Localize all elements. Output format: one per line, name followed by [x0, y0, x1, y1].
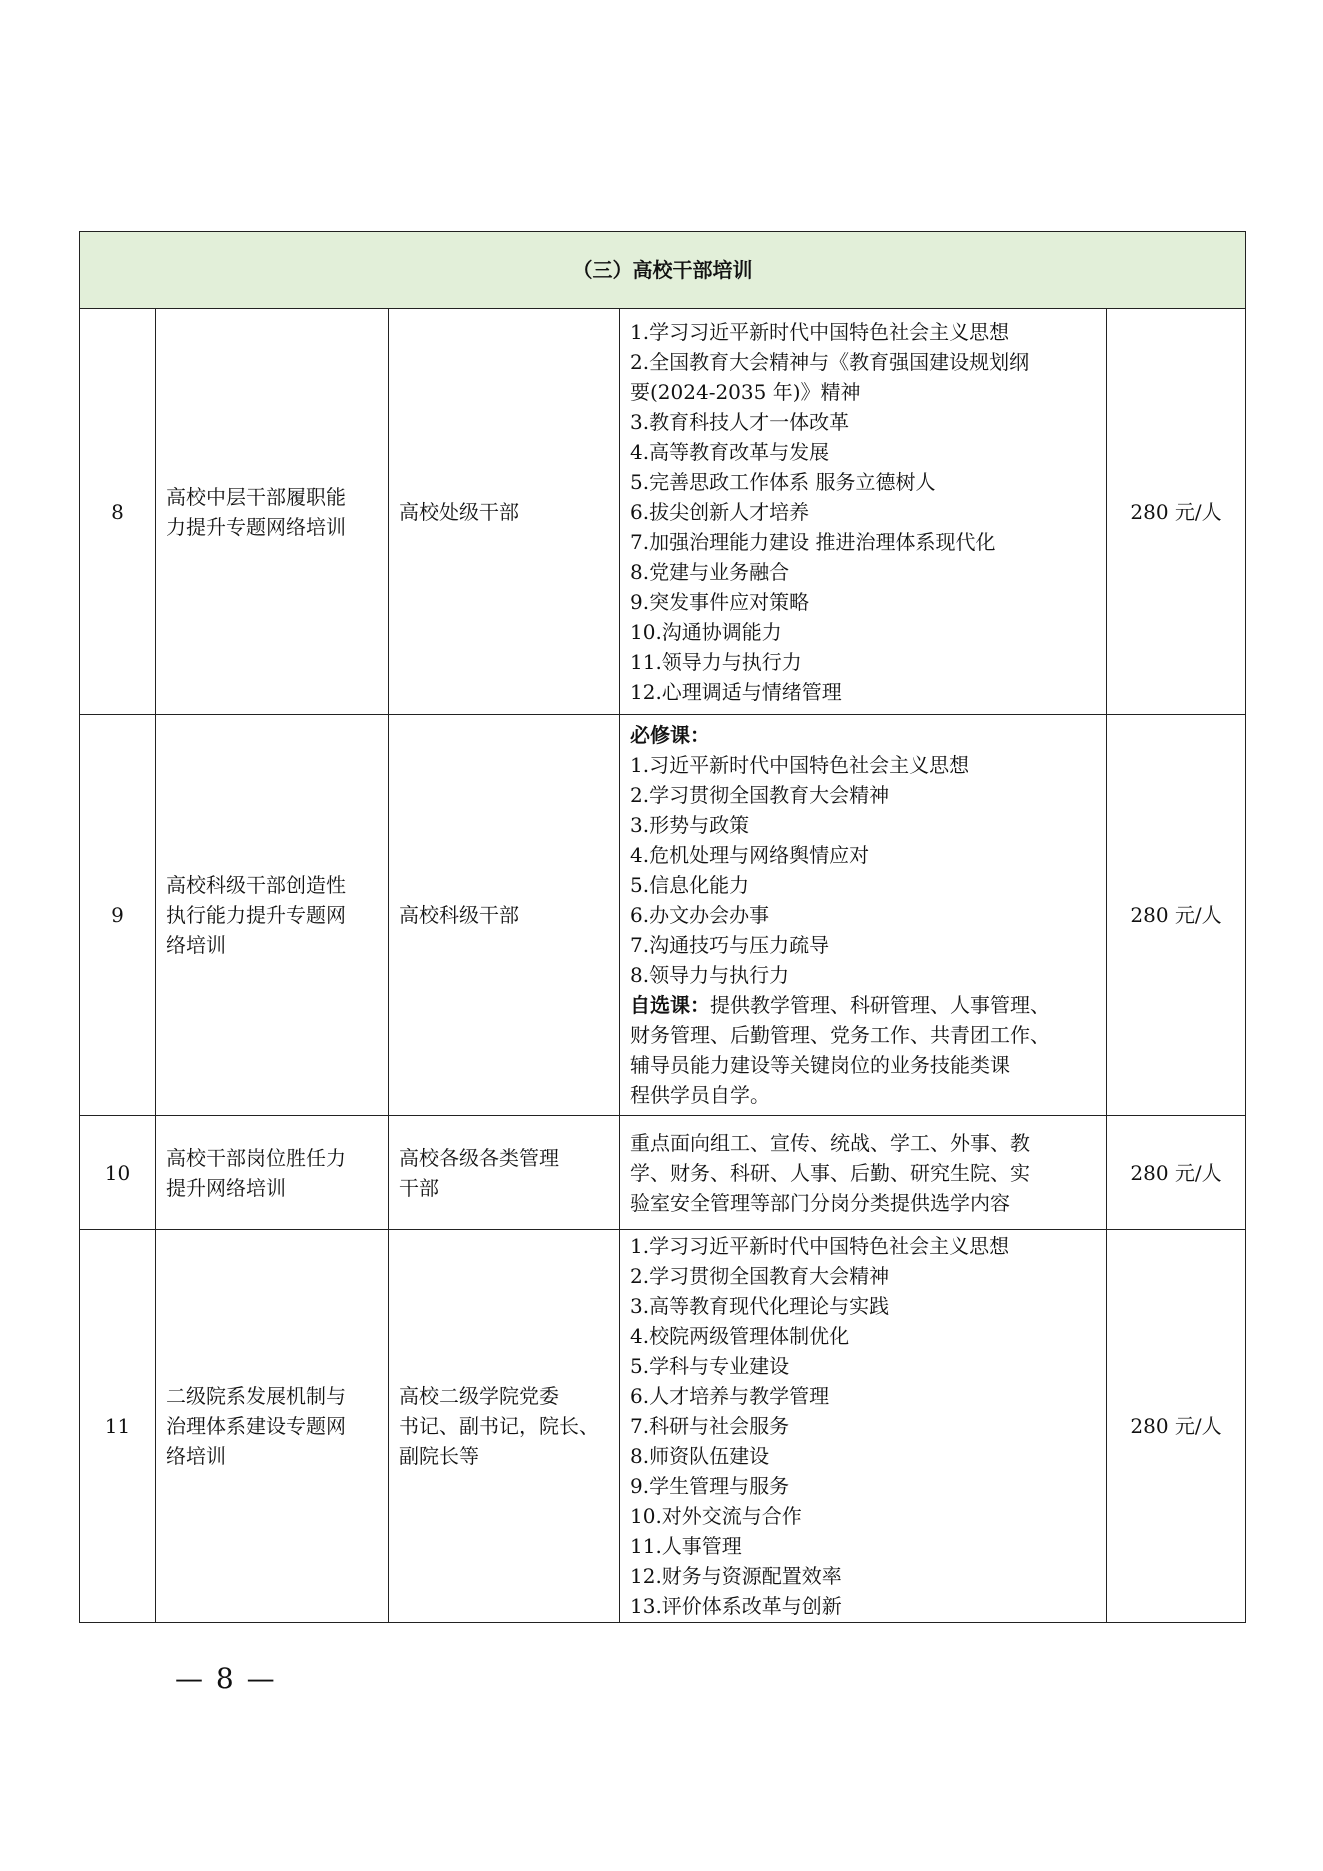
content-line: 3.高等教育现代化理论与实践 [630, 1294, 890, 1318]
content-line: 11.领导力与执行力 [630, 649, 802, 674]
elective-line [630, 990, 1096, 1020]
program-name-line: 高校科级干部创造性 [166, 873, 346, 897]
content-line: 2.全国教育大会精神与《教育强国建设规划纲 [630, 349, 1030, 374]
required-courses-label: 必修课： [630, 723, 710, 747]
content-line: 13.评价体系改革与创新 [630, 1594, 842, 1618]
target-audience [389, 309, 620, 715]
content-line: 11.人事管理 [630, 1534, 742, 1558]
price: 280 元/人 [1107, 309, 1246, 715]
elective-line: 辅导员能力建设等关键岗位的业务技能类课 [630, 1053, 1010, 1077]
target-line: 副院长等 [399, 1444, 479, 1468]
content-line: 10.对外交流与合作 [630, 1504, 802, 1528]
table-row [80, 1230, 1246, 1623]
content-line: 6.人才培养与教学管理 [630, 1384, 830, 1408]
program-name-line: 提升网络培训 [166, 1175, 286, 1200]
row-number: 11 [80, 1230, 156, 1623]
table-row [80, 1116, 1246, 1230]
target-audience [389, 1116, 620, 1230]
course-content [620, 1116, 1107, 1230]
content-line: 1.学习习近平新时代中国特色社会主义思想 [630, 319, 1010, 344]
content-line: 2.学习贯彻全国教育大会精神 [630, 783, 890, 807]
content-line: 7.沟通技巧与压力疏导 [630, 933, 830, 957]
target-audience [389, 715, 620, 1116]
training-table [79, 231, 1246, 1623]
content-line: 10.沟通协调能力 [630, 619, 782, 644]
course-content [620, 1230, 1107, 1623]
content-line: 9.突发事件应对策略 [630, 589, 810, 614]
program-name [156, 309, 389, 715]
content-line: 2.学习贯彻全国教育大会精神 [630, 1264, 890, 1288]
row-number: 9 [80, 715, 156, 1116]
content-line: 7.加强治理能力建设 推进治理体系现代化 [630, 529, 996, 554]
elective-text: 提供教学管理、科研管理、人事管理、 [710, 993, 1050, 1017]
elective-line: 财务管理、后勤管理、党务工作、共青团工作、 [630, 1023, 1050, 1047]
program-name-line: 高校干部岗位胜任力 [166, 1145, 346, 1170]
row-number: 10 [80, 1116, 156, 1230]
table-row [80, 715, 1246, 1116]
content-line: 8.领导力与执行力 [630, 963, 790, 987]
content-line: 学、财务、科研、人事、后勤、研究生院、实 [630, 1160, 1030, 1185]
target-audience [389, 1230, 620, 1623]
course-content [620, 715, 1107, 1116]
target-line: 高校科级干部 [399, 903, 519, 927]
elective-courses-label: 自选课： [630, 993, 710, 1017]
content-line: 5.信息化能力 [630, 873, 750, 897]
program-name-line: 络培训 [166, 933, 226, 957]
content-line: 6.拔尖创新人才培养 [630, 499, 810, 524]
section-header-row [80, 232, 1246, 309]
program-name-line: 络培训 [166, 1444, 226, 1468]
content-line: 6.办文办会办事 [630, 903, 770, 927]
content-line: 3.形势与政策 [630, 813, 750, 837]
content-line: 9.学生管理与服务 [630, 1474, 790, 1498]
table-row [80, 309, 1246, 715]
content-line: 4.高等教育改革与发展 [630, 439, 830, 464]
program-name-line: 力提升专题网络培训 [166, 514, 346, 539]
program-name-line: 高校中层干部履职能 [166, 484, 346, 509]
content-line: 8.师资队伍建设 [630, 1444, 770, 1468]
section-title: （三）高校干部培训 [80, 232, 1246, 309]
content-line: 3.教育科技人才一体改革 [630, 409, 850, 434]
page-number: — 8 — [175, 1662, 277, 1695]
content-line: 7.科研与社会服务 [630, 1414, 790, 1438]
content-line: 12.财务与资源配置效率 [630, 1564, 842, 1588]
content-line: 1.习近平新时代中国特色社会主义思想 [630, 753, 970, 777]
program-name-line: 二级院系发展机制与 [166, 1384, 346, 1408]
content-line: 验室安全管理等部门分岗分类提供选学内容 [630, 1190, 1010, 1215]
content-line: 1.学习习近平新时代中国特色社会主义思想 [630, 1234, 1010, 1258]
target-line: 高校二级学院党委 [399, 1384, 559, 1408]
target-line: 高校各级各类管理 [399, 1145, 559, 1170]
row-number: 8 [80, 309, 156, 715]
content-line: 5.完善思政工作体系 服务立德树人 [630, 469, 936, 494]
program-name [156, 1230, 389, 1623]
target-line: 干部 [399, 1175, 439, 1200]
content-line: 要(2024-2035 年)》精神 [630, 379, 861, 404]
price: 280 元/人 [1107, 715, 1246, 1116]
content-line: 8.党建与业务融合 [630, 559, 790, 584]
program-name [156, 1116, 389, 1230]
content-line: 4.危机处理与网络舆情应对 [630, 843, 870, 867]
content-line: 12.心理调适与情绪管理 [630, 679, 842, 704]
program-name [156, 715, 389, 1116]
content-line: 重点面向组工、宣传、统战、学工、外事、教 [630, 1130, 1030, 1155]
program-name-line: 治理体系建设专题网 [166, 1414, 346, 1438]
price: 280 元/人 [1107, 1230, 1246, 1623]
price: 280 元/人 [1107, 1116, 1246, 1230]
elective-line: 程供学员自学。 [630, 1083, 770, 1107]
content-line: 5.学科与专业建设 [630, 1354, 790, 1378]
program-name-line: 执行能力提升专题网 [166, 903, 346, 927]
target-line: 书记、副书记，院长、 [399, 1414, 599, 1438]
content-line: 4.校院两级管理体制优化 [630, 1324, 850, 1348]
target-line: 高校处级干部 [399, 499, 519, 524]
course-content [620, 309, 1107, 715]
